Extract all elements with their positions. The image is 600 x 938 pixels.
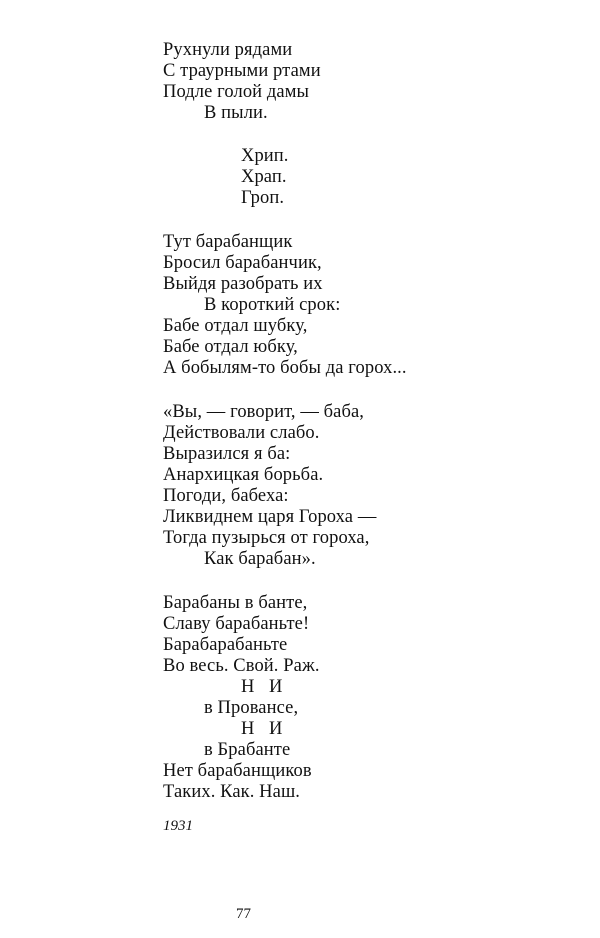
poem-line: Таких. Как. Наш. [163,782,301,802]
poem-line: Барабарабаньте [163,635,288,655]
poem-line: Во весь. Свой. Раж. [163,656,320,676]
poem-line: в Брабанте [204,740,291,760]
poem-line: Анархицкая борьба. [163,465,324,485]
poem-line: Бросил барабанчик, [163,253,322,273]
poem-line: Выразился я ба: [163,444,291,464]
poem-line: «Вы, — говорит, — баба, [163,402,365,422]
poem-line: С траурными ртами [163,61,321,81]
poem-line: Бабе отдал шубку, [163,316,308,336]
poem-line: Н И [241,677,288,697]
poem-line: Барабаны в банте, [163,593,308,613]
poem-line: Гроп. [241,188,285,208]
poem-line: Тогда пузырься от гороха, [163,528,370,548]
poem-line: Бабе отдал юбку, [163,337,298,357]
poem-line: В короткий срок: [204,295,341,315]
poem-line: А бобылям-то бобы да горох... [163,358,407,378]
page-number: 77 [236,906,251,922]
poem-line: Как барабан». [204,549,316,569]
poem-line: Славу барабаньте! [163,614,310,634]
poem-line: Действовали слабо. [163,423,320,443]
poem-line: Тут барабанщик [163,232,293,252]
poem-line: в Провансе, [204,698,299,718]
poem-line: Выйдя разобрать их [163,274,323,294]
poem-line: Нет барабанщиков [163,761,312,781]
poem-line: Храп. [241,167,287,187]
poem-line: Погоди, бабеха: [163,486,289,506]
poem-year: 1931 [163,818,193,834]
poem-line: В пыли. [204,103,268,123]
poem-line: Подле голой дамы [163,82,310,102]
poem-line: Ликвиднем царя Гороха — [163,507,377,527]
poem-line: Рухнули рядами [163,40,293,60]
poem-line: Хрип. [241,146,289,166]
poem-line: Н И [241,719,288,739]
